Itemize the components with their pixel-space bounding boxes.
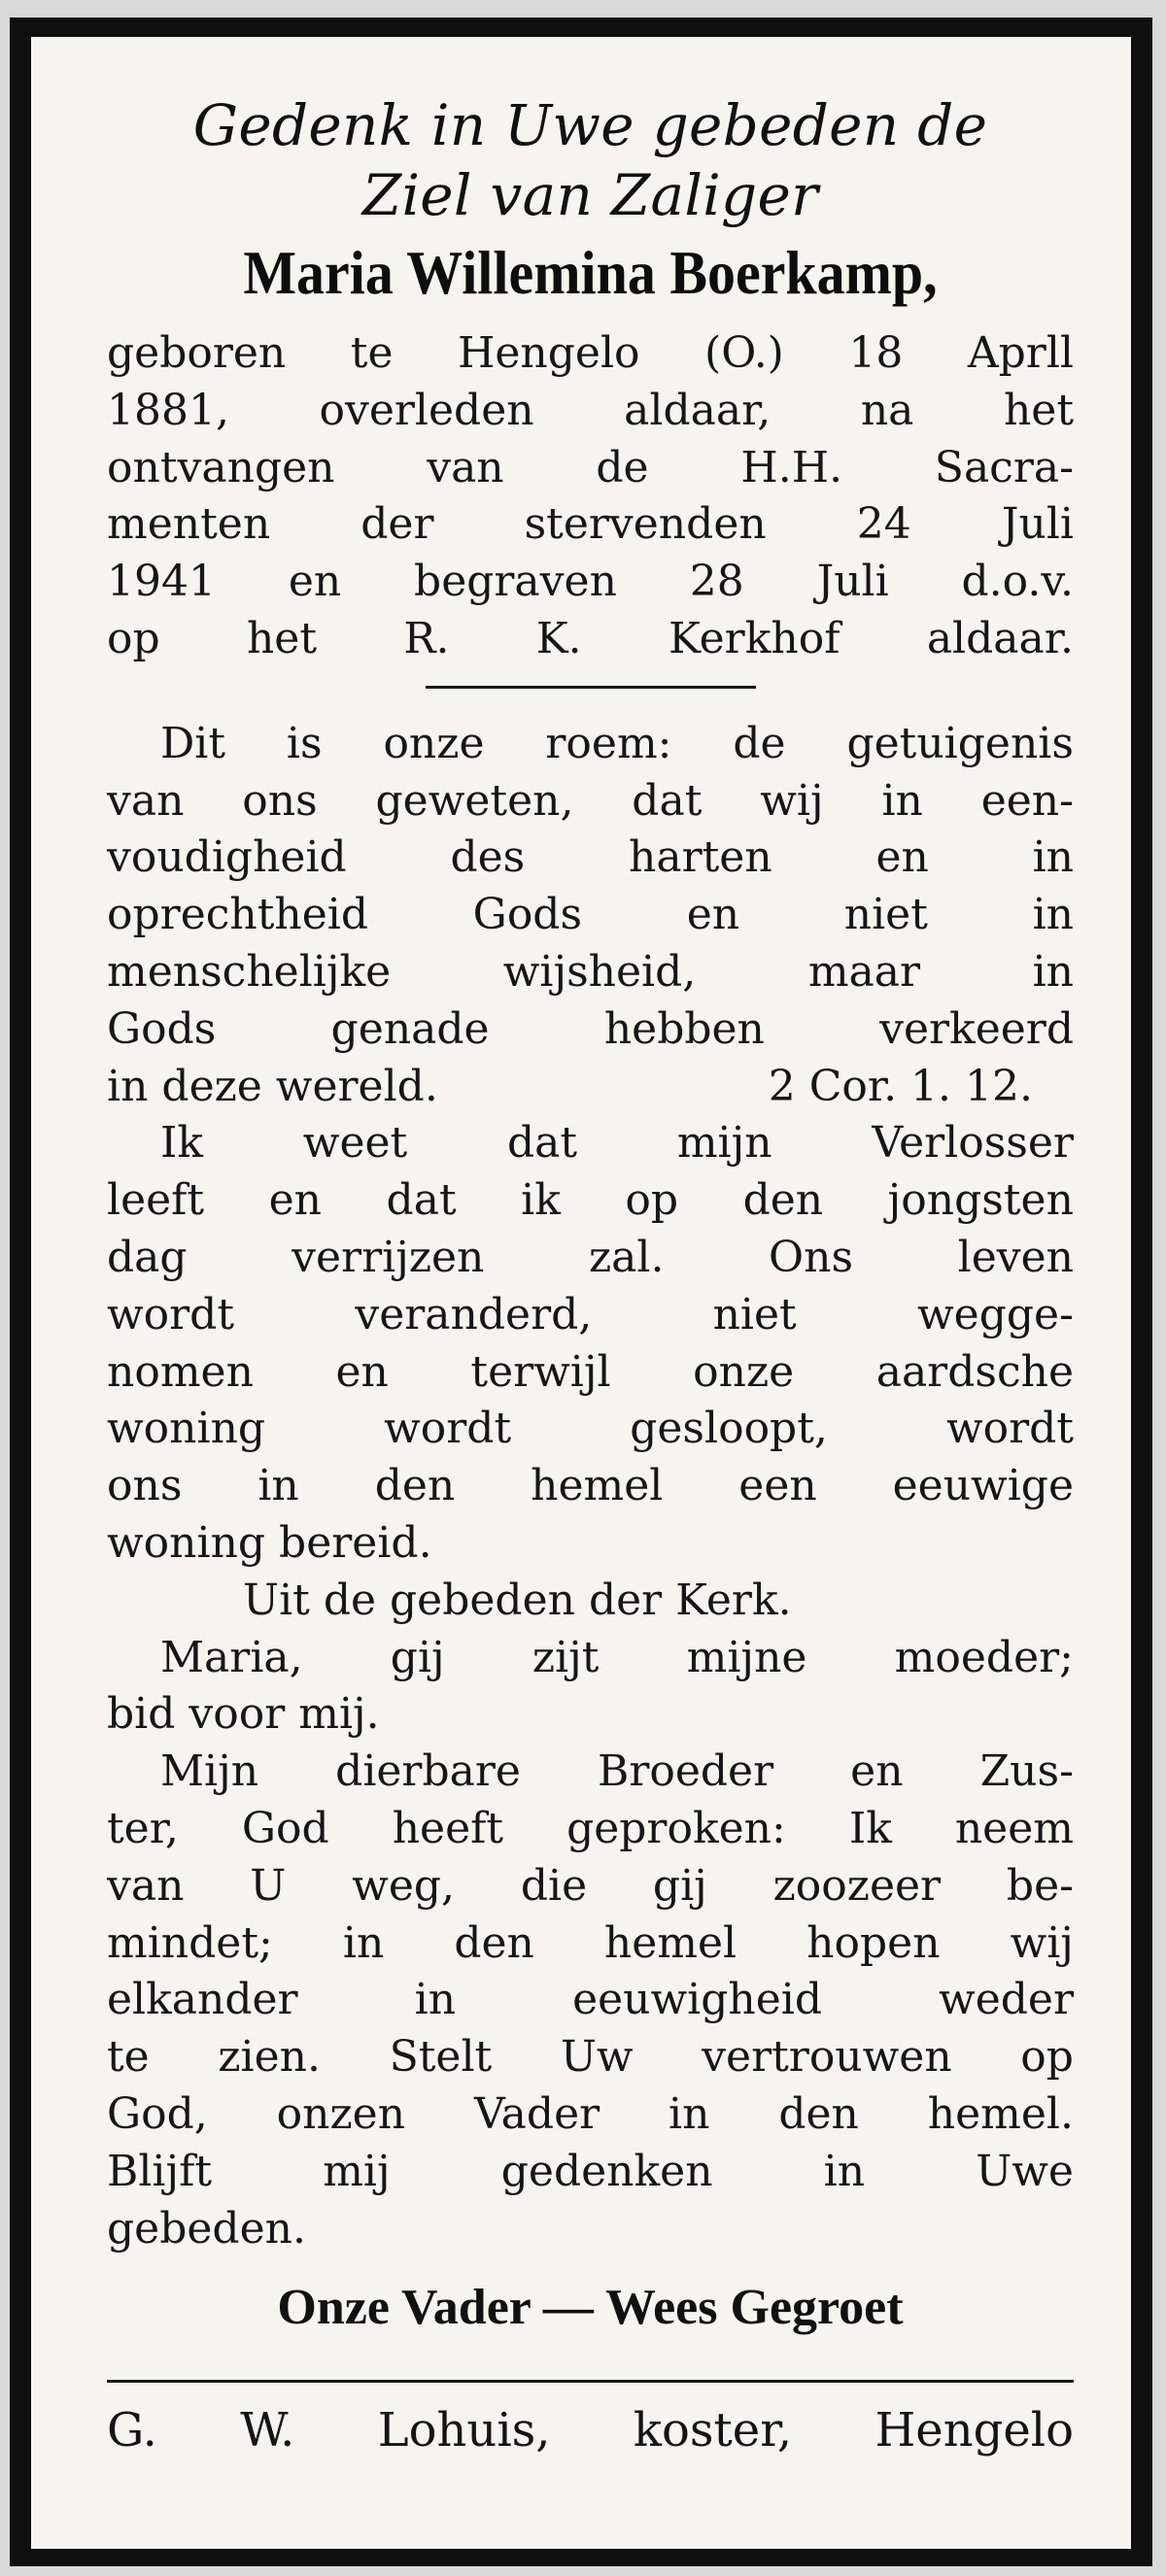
word: niet bbox=[843, 890, 928, 940]
word: mindet; bbox=[107, 1917, 273, 1968]
word: nomen bbox=[107, 1346, 254, 1397]
word: weg, bbox=[352, 1860, 456, 1911]
word: gedenken bbox=[500, 2146, 713, 2196]
word: eeuwigheid bbox=[572, 1975, 823, 2025]
word: Blijft bbox=[107, 2146, 213, 2196]
word: (O.) bbox=[704, 328, 784, 378]
word: den bbox=[454, 1917, 534, 1968]
word: hopen bbox=[806, 1917, 941, 1968]
text-line bbox=[107, 1115, 1074, 1172]
word: aldaar. bbox=[926, 613, 1074, 663]
text-line bbox=[107, 325, 1074, 383]
word: be- bbox=[1006, 1860, 1074, 1911]
quote-text: gebeden. bbox=[107, 2203, 306, 2254]
printer-word: Hengelo bbox=[874, 2403, 1074, 2458]
word: te bbox=[350, 328, 394, 378]
quote-farewell bbox=[107, 1744, 1074, 2257]
prayers-line: Onze Vader — Wees Gegroet bbox=[277, 2280, 904, 2336]
word: des bbox=[450, 832, 526, 883]
text-line bbox=[107, 611, 1074, 668]
text-line bbox=[107, 1972, 1074, 2029]
word: verrijzen bbox=[292, 1232, 485, 1282]
text-line bbox=[107, 440, 1074, 497]
text-line bbox=[107, 554, 1074, 611]
word: en bbox=[335, 1346, 389, 1397]
text-line bbox=[107, 1915, 1074, 1973]
word: geproken: bbox=[566, 1803, 786, 1853]
word: in bbox=[1032, 890, 1074, 940]
word: mij bbox=[323, 2146, 391, 2196]
text-line bbox=[107, 1801, 1074, 1858]
quote-text: in deze wereld. bbox=[107, 1061, 438, 1111]
word: roem: bbox=[545, 718, 672, 768]
text-line bbox=[107, 1287, 1074, 1344]
word: Vader bbox=[473, 2088, 600, 2139]
word: zien. bbox=[218, 2032, 321, 2083]
word: ter, bbox=[107, 1803, 179, 1853]
word: menten bbox=[107, 499, 271, 550]
word: weder bbox=[939, 1975, 1074, 2025]
word: oprechtheid bbox=[107, 890, 369, 940]
word: voudigheid bbox=[107, 832, 347, 883]
word: leven bbox=[957, 1232, 1074, 1282]
quote-last-line bbox=[107, 1686, 1074, 1744]
word: hebben bbox=[603, 1003, 765, 1054]
word: Stelt bbox=[389, 2032, 493, 2083]
word: Mijn bbox=[160, 1746, 259, 1797]
word: wij bbox=[1010, 1917, 1074, 1968]
word: op bbox=[1020, 2032, 1074, 2083]
text-line bbox=[107, 944, 1074, 1001]
word: in bbox=[342, 1917, 385, 1968]
memorial-card bbox=[31, 37, 1131, 2549]
heading-line-2: Ziel van Zaliger bbox=[361, 162, 819, 228]
text-line bbox=[107, 716, 1074, 773]
heading-line-1: Gedenk in Uwe gebeden de bbox=[192, 92, 988, 158]
word: wegge- bbox=[917, 1289, 1074, 1339]
word: gij bbox=[652, 1860, 707, 1911]
word: geweten, bbox=[375, 775, 574, 826]
word: op bbox=[107, 613, 160, 663]
word: den bbox=[778, 2088, 859, 2139]
word: der bbox=[360, 499, 434, 550]
word: in bbox=[1032, 946, 1074, 997]
word: niet bbox=[712, 1289, 797, 1339]
word: woning bbox=[107, 1404, 266, 1454]
word: in bbox=[414, 1975, 457, 2025]
word: ons bbox=[107, 1461, 183, 1511]
word: wijsheid, bbox=[502, 946, 697, 997]
word: Gods bbox=[472, 890, 583, 940]
word: is bbox=[286, 718, 323, 768]
word: wordt bbox=[384, 1404, 512, 1454]
word: weet bbox=[302, 1118, 408, 1169]
text-line bbox=[107, 2144, 1074, 2201]
quote-last-line bbox=[107, 2201, 1074, 2258]
word: het bbox=[246, 613, 318, 663]
word: leeft bbox=[107, 1175, 205, 1226]
word: Dit bbox=[160, 718, 226, 768]
word: Zus- bbox=[979, 1746, 1074, 1797]
word: getuigenis bbox=[846, 718, 1074, 768]
word: een bbox=[738, 1461, 817, 1511]
word: H.H. bbox=[740, 442, 843, 492]
word: terwijl bbox=[470, 1346, 611, 1397]
quote-last-line bbox=[107, 1515, 1074, 1573]
word: Kerkhof bbox=[668, 613, 840, 663]
word: Sacra- bbox=[934, 442, 1074, 492]
word: de bbox=[733, 718, 786, 768]
text-line bbox=[107, 496, 1074, 554]
word: hemel. bbox=[927, 2088, 1074, 2139]
word: den bbox=[742, 1175, 824, 1226]
printer-word: G. bbox=[107, 2403, 157, 2458]
word: Broeder bbox=[597, 1746, 774, 1797]
quote-maria bbox=[107, 1630, 1074, 1745]
word: begraven bbox=[414, 557, 617, 607]
word: jongsten bbox=[887, 1175, 1074, 1226]
bible-reference: 2 Cor. 1. 12. bbox=[768, 1061, 1033, 1111]
text-line bbox=[107, 887, 1074, 944]
word: van bbox=[107, 775, 185, 826]
word: en bbox=[875, 832, 929, 883]
printer-word: Lohuis, bbox=[377, 2403, 551, 2458]
word: 1941 bbox=[107, 557, 216, 607]
word: God, bbox=[107, 2088, 208, 2139]
text-line bbox=[107, 1401, 1074, 1458]
word: de bbox=[596, 442, 649, 492]
quote-corinthians bbox=[107, 716, 1074, 1116]
word: hemel bbox=[603, 1917, 737, 1968]
word: dierbare bbox=[335, 1746, 521, 1797]
word: gesloopt, bbox=[630, 1404, 828, 1454]
word: Ik bbox=[160, 1118, 204, 1169]
quote-last-line bbox=[107, 1059, 1074, 1116]
printer-credit bbox=[107, 2400, 1074, 2460]
word: heeft bbox=[392, 1803, 504, 1853]
word: op bbox=[625, 1175, 679, 1226]
word: geboren bbox=[107, 328, 287, 378]
text-line bbox=[107, 383, 1074, 440]
word: ons bbox=[242, 775, 318, 826]
word: en bbox=[288, 557, 342, 607]
word: Uwe bbox=[976, 2146, 1074, 2196]
quote-text: bid voor mij. bbox=[107, 1689, 380, 1740]
text-line bbox=[107, 1172, 1074, 1230]
word: maar bbox=[807, 946, 921, 997]
word: R. bbox=[403, 613, 450, 663]
word: Ik bbox=[848, 1803, 892, 1853]
word: het bbox=[1003, 385, 1074, 435]
text-line bbox=[107, 1630, 1074, 1687]
word: eeuwige bbox=[892, 1461, 1074, 1511]
word: in bbox=[881, 775, 923, 826]
word: gij bbox=[390, 1632, 445, 1682]
word: Ons bbox=[769, 1232, 854, 1282]
word: dat bbox=[632, 775, 703, 826]
word: overleden bbox=[319, 385, 534, 435]
printer-word: koster, bbox=[633, 2403, 793, 2458]
word: 24 bbox=[856, 499, 911, 550]
word: genade bbox=[330, 1003, 490, 1054]
word: 1881, bbox=[107, 385, 229, 435]
word: Gods bbox=[107, 1003, 217, 1054]
word: ik bbox=[521, 1175, 561, 1226]
word: Maria, bbox=[160, 1632, 303, 1682]
text-line bbox=[107, 1344, 1074, 1402]
word: moeder; bbox=[894, 1632, 1074, 1682]
deceased-name: Maria Willemina Boerkamp, bbox=[243, 239, 938, 307]
word: ontvangen bbox=[107, 442, 335, 492]
word: van bbox=[107, 1860, 185, 1911]
word: in bbox=[669, 2088, 710, 2139]
word: Aprll bbox=[967, 328, 1074, 378]
word: in bbox=[257, 1461, 299, 1511]
card-content bbox=[107, 90, 1074, 2460]
divider bbox=[426, 686, 756, 689]
text-line bbox=[107, 2029, 1074, 2086]
text-line bbox=[107, 2086, 1074, 2144]
word: harten bbox=[629, 832, 772, 883]
word: wij bbox=[760, 775, 824, 826]
word: vertrouwen bbox=[702, 2032, 952, 2083]
word: d.o.v. bbox=[961, 557, 1074, 607]
word: mijne bbox=[686, 1632, 807, 1682]
word: U bbox=[250, 1860, 287, 1911]
quote-text: woning bereid. bbox=[107, 1517, 432, 1568]
word: Juli bbox=[1001, 499, 1074, 550]
printer-word: W. bbox=[240, 2403, 295, 2458]
word: onze bbox=[383, 718, 485, 768]
word: een- bbox=[980, 775, 1074, 826]
word: den bbox=[374, 1461, 456, 1511]
word: van bbox=[427, 442, 504, 492]
word: dat bbox=[506, 1118, 578, 1169]
word: aardsche bbox=[875, 1346, 1074, 1397]
text-line bbox=[107, 1230, 1074, 1287]
word: K. bbox=[535, 613, 582, 663]
text-line bbox=[107, 1858, 1074, 1915]
word: zal. bbox=[588, 1232, 665, 1282]
card-border bbox=[10, 17, 1152, 2566]
word: Verlosser bbox=[872, 1118, 1074, 1169]
text-line bbox=[107, 1744, 1074, 1801]
word: in bbox=[823, 2146, 866, 2196]
word: onze bbox=[693, 1346, 795, 1397]
word: menschelijke bbox=[107, 946, 392, 997]
text-line bbox=[107, 773, 1074, 830]
word: onzen bbox=[276, 2088, 406, 2139]
word: na bbox=[860, 385, 914, 435]
word: aldaar, bbox=[624, 385, 772, 435]
footer-divider bbox=[107, 2380, 1074, 2383]
word: wordt bbox=[945, 1404, 1074, 1454]
word: elkander bbox=[107, 1975, 298, 2025]
word: zijt bbox=[532, 1632, 600, 1682]
word: mijn bbox=[676, 1118, 772, 1169]
word: God bbox=[241, 1803, 329, 1853]
word: neem bbox=[954, 1803, 1074, 1853]
word: hemel bbox=[531, 1461, 664, 1511]
word: zoozeer bbox=[772, 1860, 942, 1911]
word: Uw bbox=[560, 2032, 634, 2083]
prayer-source: Uit de gebeden der Kerk. bbox=[243, 1575, 792, 1625]
word: dat bbox=[386, 1175, 457, 1226]
word: veranderd, bbox=[355, 1289, 593, 1339]
word: stervenden bbox=[524, 499, 767, 550]
word: 28 bbox=[689, 557, 744, 607]
word: en bbox=[686, 890, 740, 940]
word: die bbox=[520, 1860, 588, 1911]
word: en bbox=[850, 1746, 904, 1797]
word: in bbox=[1032, 832, 1074, 883]
word: te bbox=[107, 2032, 150, 2083]
text-line bbox=[107, 1458, 1074, 1515]
text-line bbox=[107, 1001, 1074, 1059]
word: wordt bbox=[107, 1289, 235, 1339]
biography bbox=[107, 325, 1074, 668]
text-line bbox=[107, 830, 1074, 887]
word: 18 bbox=[848, 328, 904, 378]
word: Hengelo bbox=[458, 328, 640, 378]
word: dag bbox=[107, 1232, 188, 1282]
quote-redeemer bbox=[107, 1115, 1074, 1572]
word: Juli bbox=[816, 557, 889, 607]
word: en bbox=[268, 1175, 323, 1226]
word: verkeerd bbox=[879, 1003, 1074, 1054]
